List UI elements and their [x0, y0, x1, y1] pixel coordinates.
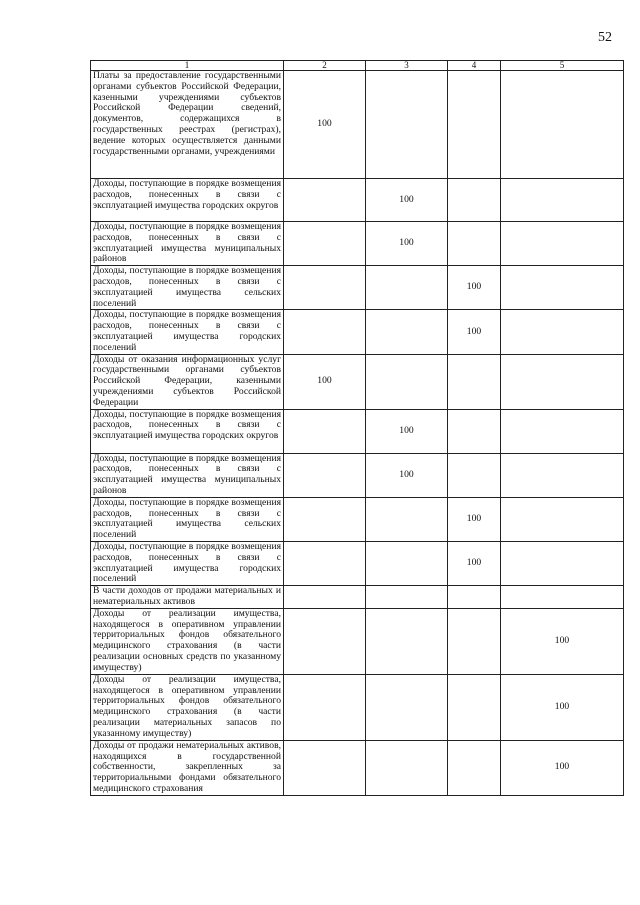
column-4-value-cell: 100 — [448, 266, 501, 310]
column-2-value-cell — [284, 541, 366, 585]
column-4-value-cell — [448, 586, 501, 609]
table-row — [91, 179, 624, 222]
column-header-1: 1 — [91, 61, 284, 71]
row-description-cell: Доходы, поступающие в порядке возмещения расходов, понесенных в связи с эксплуатацией имущества городских округов — [91, 179, 284, 222]
row-description-cell: В части доходов от продажи материальных и нематериальных активов — [91, 586, 284, 609]
column-3-value-cell — [366, 266, 448, 310]
column-header-2: 2 — [284, 61, 366, 71]
table-row — [91, 674, 624, 740]
column-3-value-cell: 100 — [366, 222, 448, 266]
table-row — [91, 222, 624, 266]
column-5-value-cell — [501, 222, 624, 266]
row-description-cell: Доходы, поступающие в порядке возмещения расходов, понесенных в связи с эксплуатацией имущества муниципальных районов — [91, 453, 284, 497]
table-row — [91, 608, 624, 674]
table-row — [91, 310, 624, 354]
column-2-value-cell — [284, 608, 366, 674]
column-5-value-cell — [501, 354, 624, 409]
column-4-value-cell — [448, 674, 501, 740]
column-2-value-cell — [284, 740, 366, 795]
column-3-value-cell: 100 — [366, 179, 448, 222]
column-5-value-cell — [501, 541, 624, 585]
column-header-5: 5 — [501, 61, 624, 71]
column-2-value-cell — [284, 586, 366, 609]
page-number: 52 — [598, 30, 612, 45]
column-2-value-cell — [284, 453, 366, 497]
row-description-cell: Доходы, поступающие в порядке возмещения расходов, понесенных в связи с эксплуатацией имущества городских поселений — [91, 541, 284, 585]
table-row — [91, 266, 624, 310]
column-5-value-cell: 100 — [501, 674, 624, 740]
column-2-value-cell — [284, 310, 366, 354]
column-2-value-cell — [284, 179, 366, 222]
column-header-4: 4 — [448, 61, 501, 71]
row-description-cell: Доходы от продажи нематериальных активов, находящихся в государственной собственности, закрепленных за территориальными фондами обязательного медицинского страхования — [91, 740, 284, 795]
column-3-value-cell — [366, 310, 448, 354]
column-3-value-cell — [366, 608, 448, 674]
row-description-cell: Доходы, поступающие в порядке возмещения расходов, понесенных в связи с эксплуатацией имущества городских округов — [91, 409, 284, 453]
column-4-value-cell — [448, 608, 501, 674]
column-4-value-cell: 100 — [448, 310, 501, 354]
column-5-value-cell — [501, 179, 624, 222]
column-4-value-cell — [448, 179, 501, 222]
column-3-value-cell — [366, 354, 448, 409]
column-3-value-cell — [366, 71, 448, 179]
column-3-value-cell — [366, 497, 448, 541]
column-2-value-cell — [284, 222, 366, 266]
column-5-value-cell — [501, 453, 624, 497]
table-row — [91, 497, 624, 541]
table-row — [91, 354, 624, 409]
column-2-value-cell — [284, 266, 366, 310]
table-header — [91, 61, 624, 71]
column-5-value-cell: 100 — [501, 608, 624, 674]
column-3-value-cell — [366, 674, 448, 740]
table-body — [91, 71, 624, 796]
column-5-value-cell — [501, 310, 624, 354]
column-3-value-cell: 100 — [366, 453, 448, 497]
column-4-value-cell: 100 — [448, 497, 501, 541]
row-description-cell: Доходы от реализации имущества, находящегося в оперативном управлении территориальных фондов обязательного медицинского страхования (в части реализации материальных запасов по указанному имуществу) — [91, 674, 284, 740]
column-4-value-cell — [448, 453, 501, 497]
column-5-value-cell — [501, 586, 624, 609]
column-4-value-cell — [448, 740, 501, 795]
column-2-value-cell: 100 — [284, 354, 366, 409]
header-row — [91, 61, 624, 71]
table-row — [91, 740, 624, 795]
revenue-distribution-table — [90, 60, 624, 796]
row-description-cell: Доходы, поступающие в порядке возмещения расходов, понесенных в связи с эксплуатацией имущества сельских поселений — [91, 497, 284, 541]
table-row — [91, 586, 624, 609]
column-3-value-cell — [366, 586, 448, 609]
column-4-value-cell — [448, 354, 501, 409]
column-5-value-cell — [501, 497, 624, 541]
column-3-value-cell: 100 — [366, 409, 448, 453]
column-3-value-cell — [366, 740, 448, 795]
row-description-cell: Доходы, поступающие в порядке возмещения расходов, понесенных в связи с эксплуатацией имущества муниципальных районов — [91, 222, 284, 266]
row-description-cell: Платы за предоставление государственными органами субъектов Российской Федерации, казенными учреждениями субъектов Российской Федерации сведений, документов, содержащихся в государственных реестрах (регистрах), ведение которых осуществляется данными государственными органами, учреждениями — [91, 71, 284, 179]
column-4-value-cell: 100 — [448, 541, 501, 585]
table-row — [91, 71, 624, 179]
column-2-value-cell: 100 — [284, 71, 366, 179]
row-description-cell: Доходы от оказания информационных услуг государственными органами субъектов Российской Федерации, казенными учреждениями субъектов Российской Федерации — [91, 354, 284, 409]
column-3-value-cell — [366, 541, 448, 585]
column-header-3: 3 — [366, 61, 448, 71]
column-4-value-cell — [448, 409, 501, 453]
column-2-value-cell — [284, 497, 366, 541]
table-row — [91, 453, 624, 497]
row-description-cell: Доходы от реализации имущества, находящегося в оперативном управлении территориальных фондов обязательного медицинского страхования (в части реализации основных средств по указанному имуществу) — [91, 608, 284, 674]
column-2-value-cell — [284, 674, 366, 740]
column-5-value-cell — [501, 71, 624, 179]
column-2-value-cell — [284, 409, 366, 453]
column-5-value-cell — [501, 409, 624, 453]
column-4-value-cell — [448, 222, 501, 266]
row-description-cell: Доходы, поступающие в порядке возмещения расходов, понесенных в связи с эксплуатацией имущества городских поселений — [91, 310, 284, 354]
table-row — [91, 541, 624, 585]
column-4-value-cell — [448, 71, 501, 179]
table-row — [91, 409, 624, 453]
row-description-cell: Доходы, поступающие в порядке возмещения расходов, понесенных в связи с эксплуатацией имущества сельских поселений — [91, 266, 284, 310]
column-5-value-cell: 100 — [501, 740, 624, 795]
column-5-value-cell — [501, 266, 624, 310]
